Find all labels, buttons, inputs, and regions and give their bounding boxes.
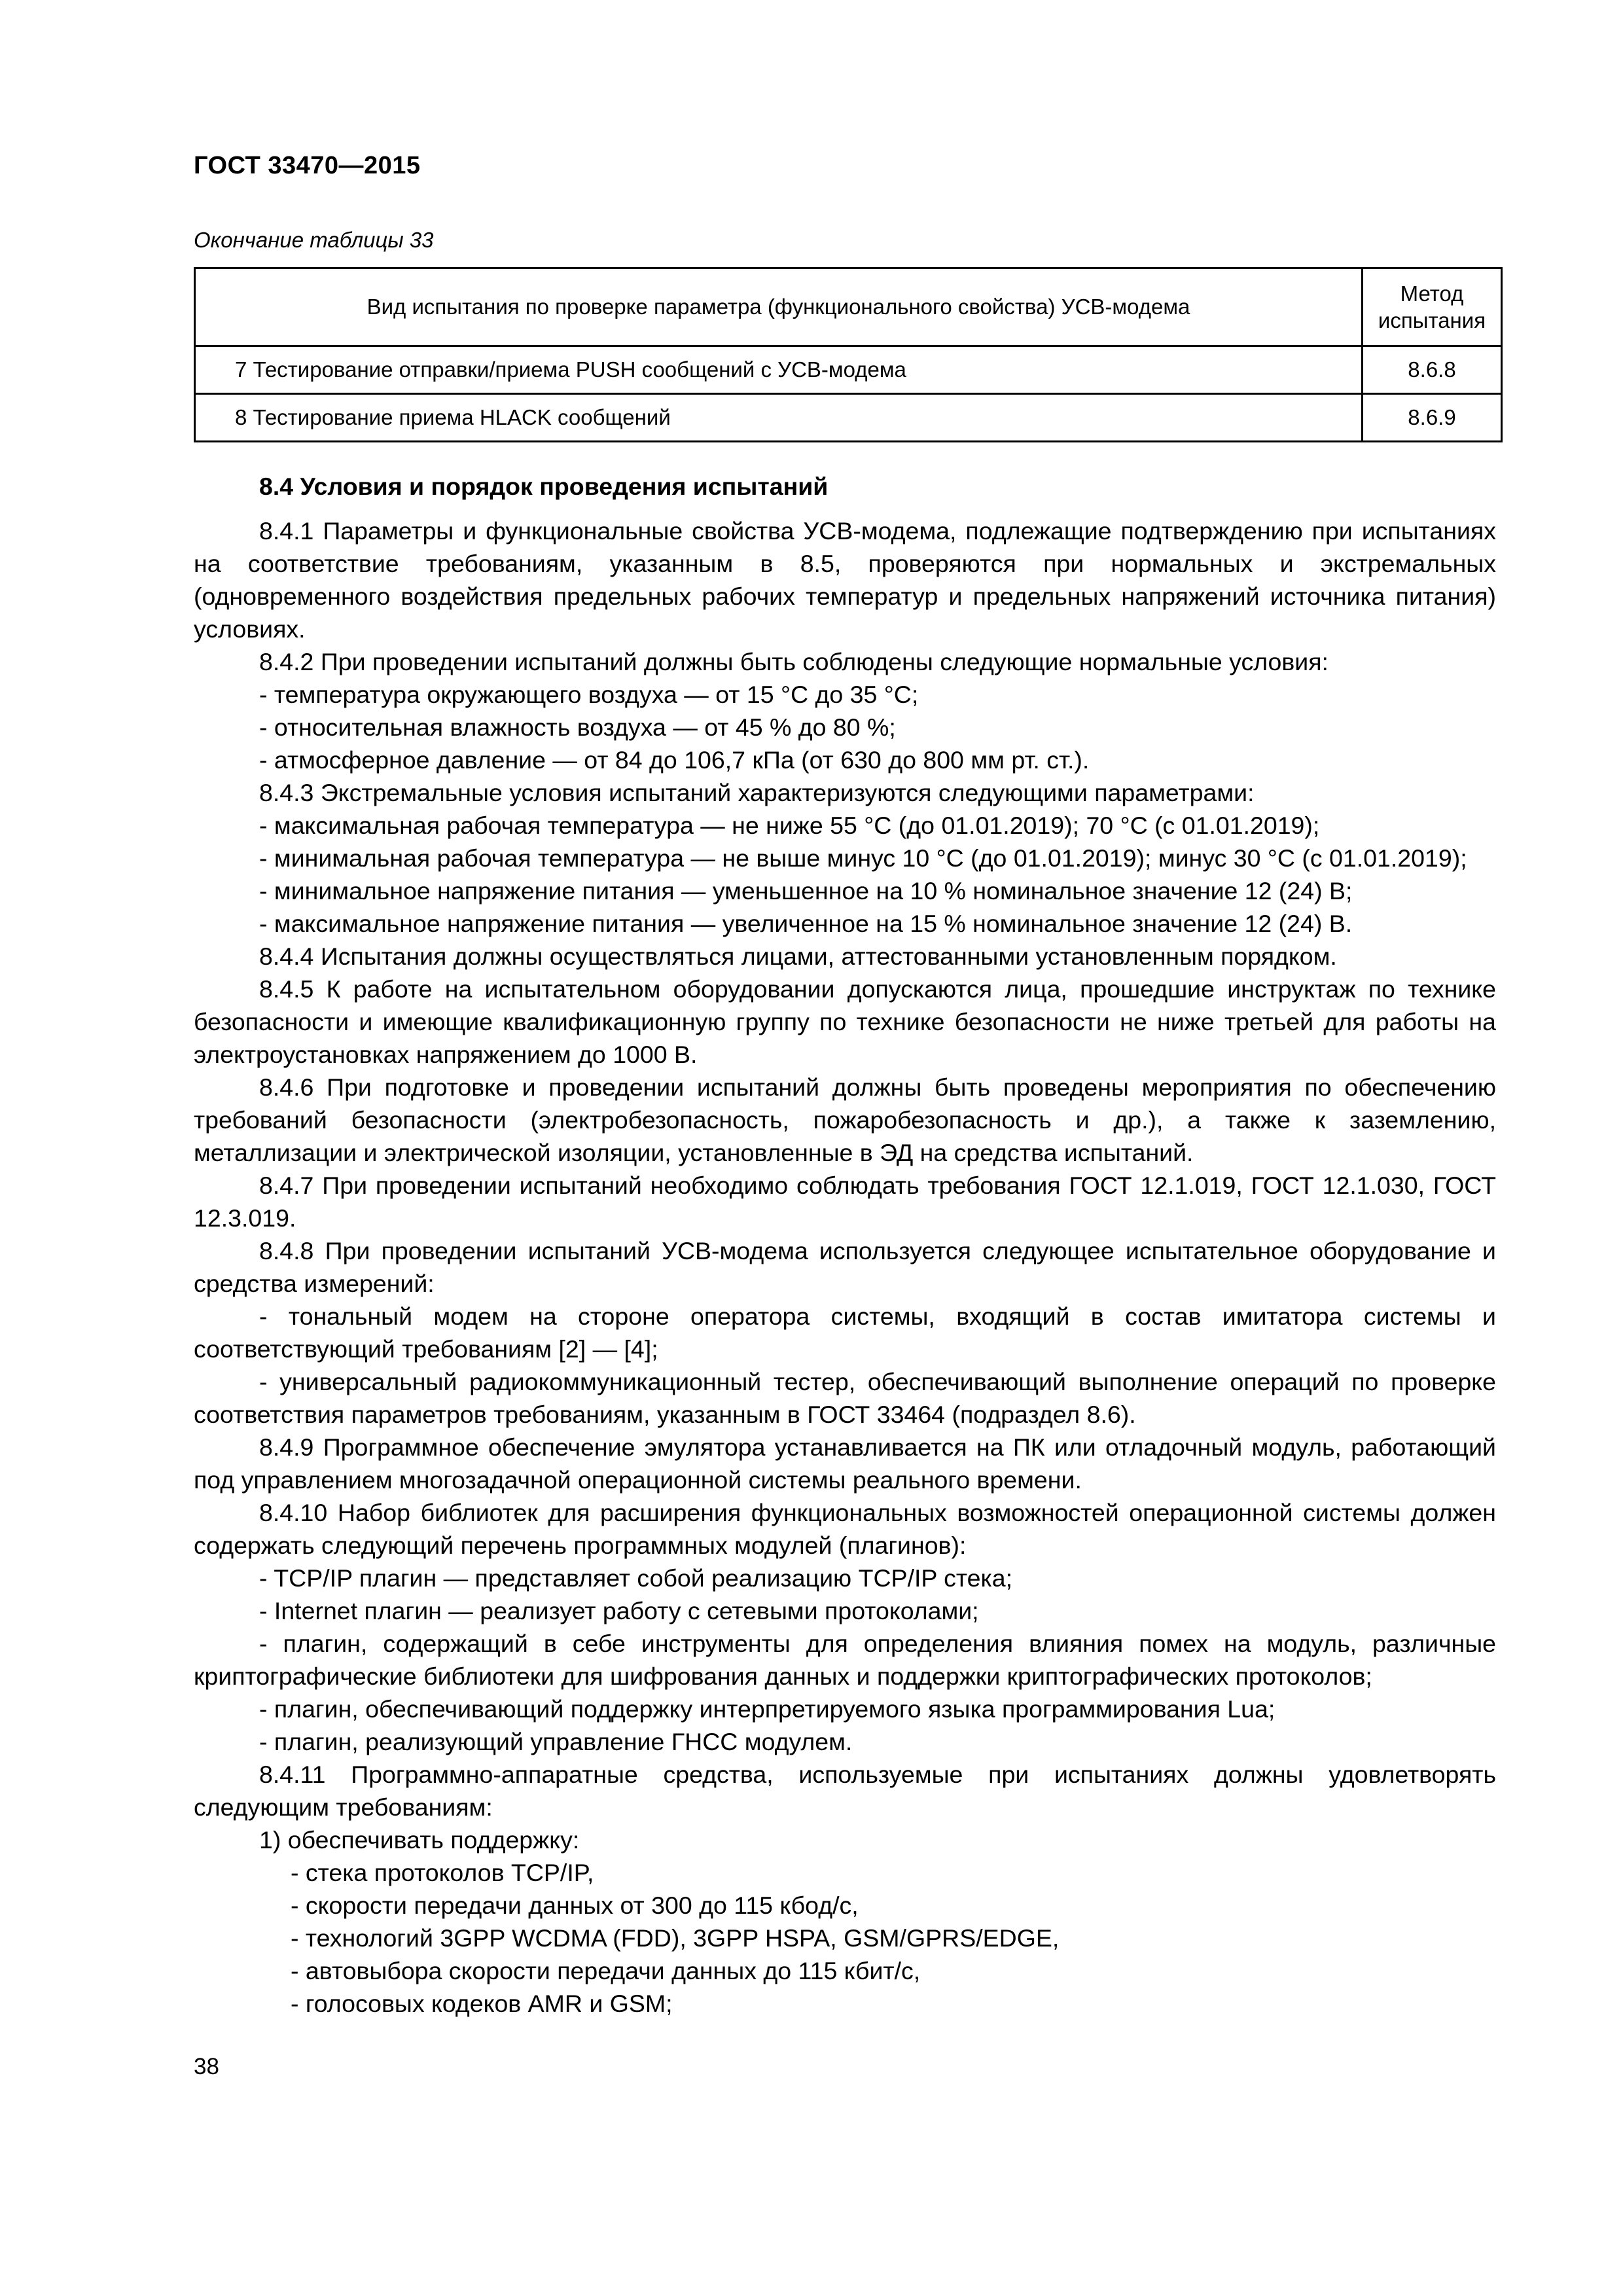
list-item: - плагин, обеспечивающий поддержку интерпретируемого языка программирования Lua; bbox=[259, 1695, 1275, 1723]
list-item: - TCP/IP плагин — представляет собой реализацию TCP/IP стека; bbox=[259, 1564, 1013, 1592]
paragraph: 8.4.3 Экстремальные условия испытаний характеризуются следующими параметрами: bbox=[259, 779, 1255, 806]
table-row bbox=[195, 346, 1502, 394]
list-item: - универсальный радиокоммуникационный тестер, обеспечивающий выполнение операций по проверке соответствия параметров требованиям, указанным в ГОСТ 33464 (подраздел 8.6). bbox=[194, 1368, 1496, 1428]
paragraph: 8.4.6 При подготовке и проведении испытаний должны быть проведены мероприятия по обеспечению требований безопасности (электробезопасность, пожаробезопасность и др.), а также к заземлению, металлизации и электрической изоляции, установленные в ЭД на средства испытаний. bbox=[194, 1073, 1496, 1166]
list-item: 1) обеспечивать поддержку: bbox=[259, 1826, 580, 1854]
section-body bbox=[194, 470, 1496, 2020]
sub-list-item: - технологий 3GPP WCDMA (FDD), 3GPP HSPA, GSM/GPRS/EDGE, bbox=[291, 1924, 1060, 1952]
list-item: - максимальное напряжение питания — увеличенное на 15 % номинальное значение 12 (24) В. bbox=[259, 910, 1353, 937]
list-item: - относительная влажность воздуха — от 45 % до 80 %; bbox=[259, 713, 896, 741]
table-cell-method: 8.6.8 bbox=[1363, 346, 1502, 394]
table-cell-test-name: 7 Тестирование отправки/приема PUSH сообщений с УСВ-модема bbox=[195, 346, 1363, 394]
table-cell-test-name: 8 Тестирование приема HLACK сообщений bbox=[195, 394, 1363, 442]
paragraph: 8.4.4 Испытания должны осуществляться лицами, аттестованными установленным порядком. bbox=[259, 942, 1337, 970]
list-item: - максимальная рабочая температура — не ниже 55 °С (до 01.01.2019); 70 °С (с 01.01.2019); bbox=[259, 812, 1320, 839]
paragraph: 8.4.7 При проведении испытаний необходимо соблюдать требования ГОСТ 12.1.019, ГОСТ 12.1.030, ГОСТ 12.3.019. bbox=[194, 1172, 1496, 1232]
paragraph: 8.4.9 Программное обеспечение эмулятора устанавливается на ПК или отладочный модуль, работающий под управлением многозадачной операционной системы реального времени. bbox=[194, 1433, 1496, 1494]
page-number: 38 bbox=[194, 2054, 219, 2079]
paragraph: 8.4.10 Набор библиотек для расширения функциональных возможностей операционной системы должен содержать следующий перечень программных модулей (плагинов): bbox=[194, 1499, 1496, 1559]
list-item: - плагин, содержащий в себе инструменты для определения влияния помех на модуль, различные криптографические библиотеки для шифрования данных и поддержки криптографических протоколов; bbox=[194, 1630, 1496, 1690]
table-cell-method: 8.6.9 bbox=[1363, 394, 1502, 442]
paragraph: 8.4.2 При проведении испытаний должны быть соблюдены следующие нормальные условия: bbox=[259, 648, 1329, 675]
list-item: - тональный модем на стороне оператора системы, входящий в состав имитатора системы и соответствующий требованиям [2] — [4]; bbox=[194, 1302, 1496, 1363]
list-item: - температура окружающего воздуха — от 15 °С до 35 °С; bbox=[259, 681, 919, 708]
list-item: - минимальная рабочая температура — не выше минус 10 °С (до 01.01.2019); минус 30 °С (с 01.01.2019); bbox=[259, 844, 1467, 872]
document-code: ГОСТ 33470—2015 bbox=[194, 152, 421, 179]
column-header-method: Метод испытания bbox=[1363, 268, 1502, 346]
list-item: - плагин, реализующий управление ГНСС модулем. bbox=[259, 1728, 853, 1755]
table-header-row bbox=[195, 268, 1502, 346]
sub-list-item: - скорости передачи данных от 300 до 115 кбод/с, bbox=[291, 1892, 859, 1919]
paragraph: 8.4.1 Параметры и функциональные свойства УСВ-модема, подлежащие подтверждению при испытаниях на соответствие требованиям, указанным в 8.5, проверяются при нормальных и экстремальных (одновременного воздействия предельных рабочих температур и предельных напряжений источника питания) условиях. bbox=[194, 517, 1496, 643]
list-item: - атмосферное давление — от 84 до 106,7 кПа (от 630 до 800 мм рт. ст.). bbox=[259, 746, 1090, 774]
section-title: 8.4 Условия и порядок проведения испытаний bbox=[259, 473, 829, 500]
test-types-table bbox=[194, 267, 1503, 442]
paragraph: 8.4.5 К работе на испытательном оборудовании допускаются лица, прошедшие инструктаж по технике безопасности и имеющие квалификационную группу по технике безопасности не ниже третьей для работы на электроустановках напряжением до 1000 В. bbox=[194, 975, 1496, 1068]
sub-list-item: - автовыбора скорости передачи данных до 115 кбит/с, bbox=[291, 1957, 921, 1984]
sub-list-item: - голосовых кодеков AMR и GSM; bbox=[291, 1990, 673, 2017]
table-row bbox=[195, 394, 1502, 442]
table-caption: Окончание таблицы 33 bbox=[194, 228, 434, 252]
sub-list-item: - стека протоколов TCP/IP, bbox=[291, 1859, 594, 1886]
paragraph: 8.4.11 Программно-аппаратные средства, используемые при испытаниях должны удовлетворять следующим требованиям: bbox=[194, 1761, 1496, 1821]
list-item: - Internet плагин — реализует работу с сетевыми протоколами; bbox=[259, 1597, 979, 1624]
column-header-test-type: Вид испытания по проверке параметра (функционального свойства) УСВ-модема bbox=[195, 268, 1363, 346]
paragraph: 8.4.8 При проведении испытаний УСВ-модема используется следующее испытательное оборудование и средства измерений: bbox=[194, 1237, 1496, 1297]
list-item: - минимальное напряжение питания — уменьшенное на 10 % номинальное значение 12 (24) В; bbox=[259, 877, 1353, 905]
